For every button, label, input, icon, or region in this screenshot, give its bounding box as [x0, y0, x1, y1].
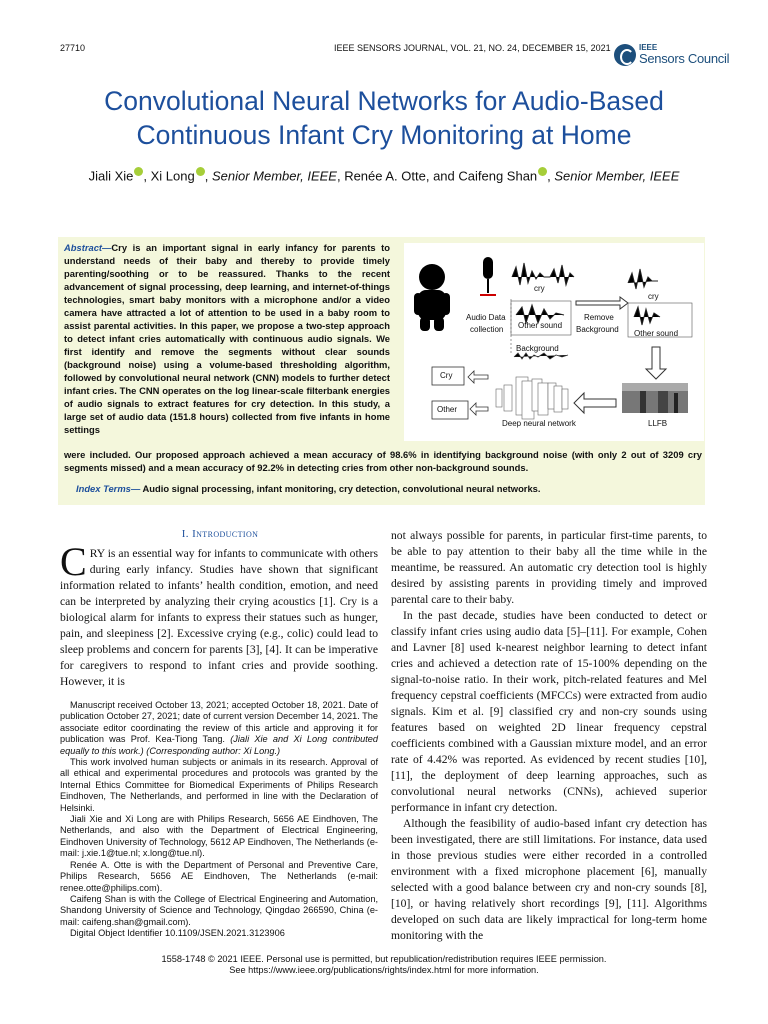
- copyright-footer: [40, 954, 728, 976]
- fig-other-box: Other: [437, 405, 458, 414]
- abstract-text: [64, 241, 390, 436]
- fig-cry-right: cry: [648, 292, 659, 301]
- left-column: [60, 539, 378, 690]
- section-number: I.: [181, 528, 193, 540]
- section-heading-introduction: [60, 528, 380, 540]
- microphone-icon: [480, 257, 496, 295]
- fig-other-sound: Other sound: [518, 321, 563, 330]
- left-arrow-icon: [574, 393, 616, 413]
- remove-arrow-icon: [576, 297, 628, 309]
- abstract-label: Abstract: [64, 242, 103, 253]
- page-number: 27710: [60, 43, 86, 53]
- other-arrow-icon: [470, 403, 488, 415]
- down-arrow-icon: [646, 347, 666, 379]
- other-sound-waveform-right-icon: [634, 307, 660, 325]
- orcid-icon[interactable]: [196, 167, 205, 176]
- orcid-icon[interactable]: [538, 167, 547, 176]
- abstract-continuation: were included. Our proposed approach achieved a mean accuracy of 98.6% in identifying background noise (with only 2 out of 3209 cry segments missed) and a mean accuracy of 92.2% in detecting cries from other non-background sounds.: [64, 449, 702, 473]
- footnote-affiliation-2: Renée A. Otte is with the Department of Personal and Preventive Care, Philips Research, 5656 AE Eindhoven, The Netherlands (e-mail: renee.otte@philips.com).: [60, 859, 378, 893]
- fig-audio-data: Audio Data: [466, 313, 506, 322]
- section-title: Introduction: [192, 528, 259, 540]
- orcid-icon[interactable]: [134, 167, 143, 176]
- sensors-council-logo: [614, 43, 730, 70]
- paper-title: [40, 84, 728, 152]
- index-terms-label: Index Terms—: [76, 483, 141, 494]
- author-line: Jiali Xie , Xi Long , Senior Member, IEEE, Renée A. Otte, and Caifeng Shan , Senior Member, IEEE: [88, 168, 680, 184]
- abstract-body: Cry is an important signal in early infancy for parents to understand needs of their baby and thereby to provide timely parenting/soothing or to be reassured. Thanks to the recent advancement of signal processing, deep learning, and internet-of-things technologies, smart baby monitors with a microphone and/or a video camera have attracted a lot of attention to be used in a baby room to assist parental activities. In this paper, we propose a two-step approach to detect infant cries automatically with continuous audio signals. We first identify and remove the segments without clear sounds (background noise) using a volume-based thresholding algorithm, followed by convolutional neural network (CNN) models to further detect infant cries. The CNN operates on the log linear-scale filterbank energies of audio signals to extract features for cry detection. In this study, a large set of audio data (151.8 hours) collected from five infants in home settings: [64, 242, 390, 435]
- ieee-logo-icon: [614, 44, 636, 66]
- cry-arrow-icon: [468, 371, 488, 383]
- right-paragraph-1: not always possible for parents, in particular first-time parents, to be able to pay attention to their baby all the time while in the meantime, be reassured. An automatic cry detection tool is highly desired by assisting parents in providing timely and improved parental care to their baby.: [391, 529, 707, 606]
- right-paragraph-2: In the past decade, studies have been conducted to detect or classify infant cries using audio data [5]–[11]. For example, Cohen and Lavner [8] used k-nearest neighbor learning to detect infant cries and achieved a detection rate of 15-100% depending on the signal-to-noise ratio. In their work, pitch-related features and Mel frequency cepstral coefficients (MFCCs) were extracted from audio signals. Kim et al. [9] classified cry and non-cry sounds using features based on weighted 2D linear frequency cepstral coefficients combined with a Gaussian mixture model, and an error rate of 4.42% was reported. As evidenced by recent studies [10], [11], the deployment of deep learning approaches, such as convolutional neural networks (CNNs), achieved superior performance in infant cry detection.: [391, 609, 707, 814]
- author-3-role: Senior Member, IEEE: [554, 168, 680, 184]
- title-line-2: Continuous Infant Cry Monitoring at Home: [136, 120, 632, 150]
- journal-header: IEEE SENSORS JOURNAL, VOL. 21, NO. 24, DECEMBER 15, 2021: [334, 43, 611, 53]
- author-2: Xi Long: [150, 168, 195, 184]
- footnotes: [60, 700, 378, 940]
- footnote-ethics: This work involved human subjects or animals in its research. Approval of all ethical and experimental procedures and protocols was granted by the Internal Ethics Committee for Biomedical Experiments of Philips Research Eindhoven, The Netherlands, and performed in line with the Declaration of Helsinki.: [60, 757, 378, 813]
- fig-collection: collection: [470, 325, 504, 334]
- footnote-1b: (Jiali Xie and Xi Long contributed equally to this work.) (Corresponding author: Xi Long.): [60, 734, 378, 756]
- footnote-manuscript: [60, 700, 378, 757]
- cnn-layers-icon: [496, 377, 568, 419]
- footnote-1a: Manuscript received October 13, 2021; accepted October 18, 2021. Date of publication October 27, 2021; date of current version December 14, 2021. The associate editor coordinating the review of this article and approving it for publication was Prof. Kea-Tiong Tang.: [60, 700, 379, 745]
- fig-cry-box: Cry: [440, 371, 453, 380]
- llfb-spectrogram-icon: [622, 383, 688, 413]
- right-paragraph-3: Although the feasibility of audio-based infant cry detection has been investigated, there are still limitations. For instance, data used in those previous studies were either recorded in a controlled environment with a fixed microphone placement [6], manually selected with a good balance between cry and non-cry sounds [8], [10], or having relatively short recordings [9], [11]. Algorithms developed on such data are likely impractical for long-term home monitoring with the: [391, 817, 707, 942]
- index-terms-body: Audio signal processing, infant monitoring, cry detection, convolutional neural networks.: [140, 483, 541, 494]
- fig-background-2: Background: [576, 325, 619, 334]
- footnote-affiliation-3: Caifeng Shan is with the College of Electrical Engineering and Automation, Shandong University of Science and Technology, Qingdao 266590, China (e-mail: caifeng.shan@gmail.com).: [60, 893, 378, 927]
- fig-dnn: Deep neural network: [502, 419, 576, 428]
- drop-cap: C: [60, 539, 87, 584]
- fig-cry-top: cry: [534, 284, 545, 293]
- copyright-line-1: 1558-1748 © 2021 IEEE. Personal use is permitted, but republication/redistribution requires IEEE permission.: [161, 954, 607, 964]
- title-line-1: Convolutional Neural Networks for Audio-Based: [104, 86, 664, 116]
- logo-ieee-text: IEEE: [639, 43, 658, 52]
- author-1: Jiali Xie: [88, 168, 134, 184]
- baby-icon: [414, 264, 450, 331]
- fig-remove: Remove: [584, 313, 614, 322]
- abstract-dash: —: [102, 242, 112, 253]
- footnote-affiliation-1: Jiali Xie and Xi Long are with Philips Research, 5656 AE Eindhoven, The Netherlands, and also with the Department of Electrical Engineering, Eindhoven University of Technology, 5612 AP Eindhoven, The Netherlands (e-mail: j.xie.1@tue.nl; x.long@tue.nl).: [60, 814, 378, 859]
- cry-waveform-icon: [512, 263, 574, 285]
- graphical-abstract-figure: [404, 243, 704, 441]
- background-waveform-icon: [514, 353, 568, 359]
- copyright-line-2[interactable]: See https://www.ieee.org/publications/rights/index.html for more information.: [229, 965, 539, 975]
- fig-other-sound-2: Other sound: [634, 329, 679, 338]
- fig-llfb: LLFB: [648, 419, 668, 428]
- author-3: Renée A. Otte, and Caifeng Shan: [344, 168, 538, 184]
- intro-p1-text: RY is an essential way for infants to communicate with others during early infancy. Studies have shown that significant information related to infants’ health condition, emotion, and need can be interpreted by analyzing their crying acoustics [1]. Cry is a biological alarm for infants to express their statues such as hunger, pain, and sleepiness [2]. Excessive crying (e.g., colic) could lead to sleep problems and concern for parents [3], [4]. It can be imperative for caregivers to respond to infant cries and provide soothing. However, it is: [60, 547, 378, 688]
- intro-paragraph-1: [60, 539, 378, 690]
- logo-council-text: Sensors Council: [639, 51, 730, 66]
- cry-waveform-right-icon: [628, 269, 658, 289]
- footnote-doi[interactable]: Digital Object Identifier 10.1109/JSEN.2021.3123906: [70, 928, 285, 939]
- right-column: [391, 528, 707, 944]
- author-2-role: Senior Member, IEEE: [211, 168, 337, 184]
- index-terms: [76, 482, 704, 495]
- fig-background: Background: [516, 344, 559, 353]
